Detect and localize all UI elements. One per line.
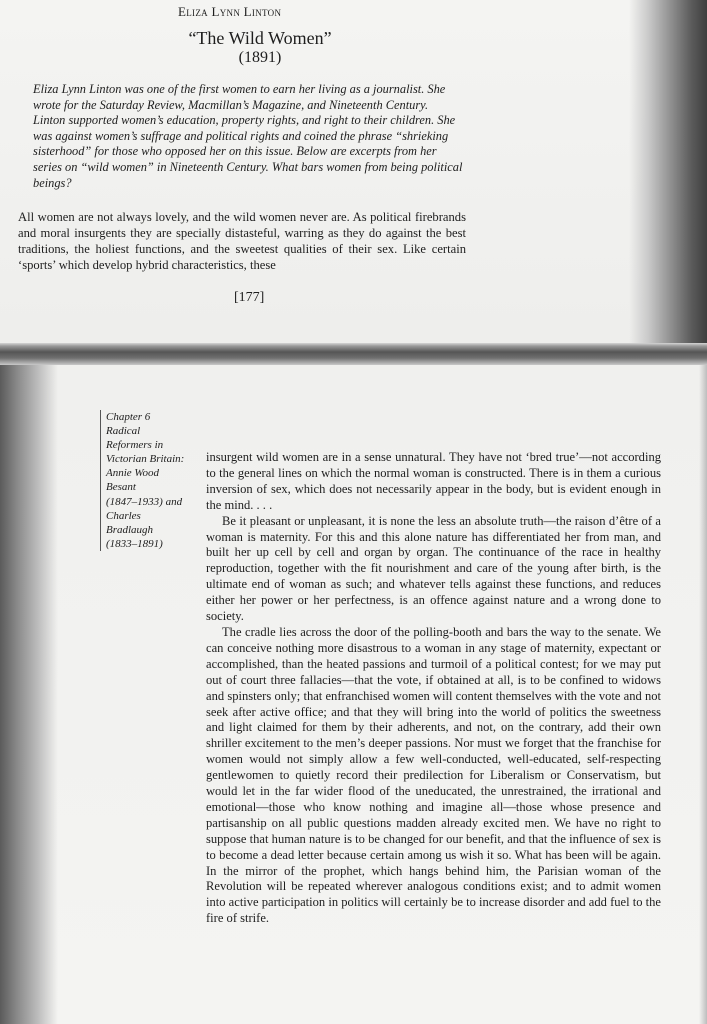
- top-page: [0, 0, 707, 343]
- intro-paragraph: Eliza Lynn Linton was one of the first women to earn her living as a journalist. She wrote for the Saturday Review, Macmillan’s Magazine, and Nineteenth Century. Linton supported women’s education, property rights, and right to their children. She was against women’s suffrage and political rights and coined the phrase “shrieking sisterhood” for those who opposed her on this issue. Below are excerpts from her series on “wild women” in Nineteenth Century. What bars women from being political beings?: [33, 82, 463, 190]
- sidebar-line: Reformers in: [106, 439, 164, 452]
- sidebar-line: Besant: [106, 481, 136, 494]
- page-number: [177]: [234, 290, 265, 305]
- author-name: Eliza Lynn Linton: [178, 4, 282, 19]
- excerpt-paragraph: All women are not always lovely, and the wild women never are. As political firebrands and moral insurgents they are specially distasteful, warring as they do against the best traditions, the holiest functions, and the sweetest qualities of their sex. Like certain ‘sports’ which develop hybrid characteristics, these: [18, 210, 466, 273]
- body-paragraph: insurgent wild women are in a sense unnatural. They have not ‘bred true’—not according to the general lines on which the normal woman is constructed. There is in them a curious inversion of sex, which does not necessarily appear in the body, but is evident enough in the mind. . . .: [206, 450, 661, 512]
- bottom-page: [0, 365, 707, 1024]
- scan-divider: [0, 343, 707, 365]
- page-gutter-shadow: [0, 365, 58, 1024]
- sidebar-line: (1833–1891): [106, 537, 163, 550]
- body-text: [206, 450, 661, 927]
- sidebar-line: Bradlaugh: [106, 523, 154, 536]
- chapter-sidebar: [100, 410, 206, 551]
- sidebar-line: Annie Wood: [106, 467, 160, 480]
- sidebar-line: Chapter 6: [106, 411, 151, 423]
- body-paragraph: Be it pleasant or unpleasant, it is none the less an absolute truth—the raison d’être of a woman is maternity. For this and this alone nature has differentiated her from man, and built her up cell by cell and organ by organ. The continuance of the race in healthy reproduction, together with the fit nourishment and care of the young after birth, is the ultimate end of woman as such; and whatever tells against these functions, and reduces either her power or her perfectness, is an offence against nature and a wrong done to society.: [206, 513, 661, 624]
- page-edge-shadow: [699, 365, 707, 1024]
- page-gutter-shadow: [629, 0, 707, 343]
- sidebar-line: (1847–1933) and: [106, 495, 183, 508]
- sidebar-line: Radical: [106, 425, 141, 438]
- document-title: “The Wild Women”: [188, 28, 332, 48]
- document-year: (1891): [238, 49, 282, 66]
- sidebar-line: Victorian Britain:: [106, 453, 185, 466]
- sidebar-line: Charles: [106, 509, 141, 522]
- body-paragraph: The cradle lies across the door of the polling-booth and bars the way to the senate. We can conceive nothing more disastrous to a woman in any stage of maternity, expectant or accomplished, than the heated passions and turmoil of a political contest; for we may put out of court three fallacies—that the vote, if obtained at all, is to be confined to widows and spinsters only; that enfranchised women will content themselves with the vote and not seek after active office; and that they will bring into the world of politics the sweetness and light claimed for them by their adherents, and not, on the contrary, add their own shriller excitement to the men’s deeper passions. Nor must we forget that the franchise for women would not simply allow a few well-conducted, well-educated, self-respecting gentlewomen to quietly record their predilection for Liberalism or Conservatism, but would let in the far wider flood of the uneducated, the unrestrained, the irrational and emotional—those who know nothing and imagine all—those whose presence and partisanship on all public questions madden already excited men. We have no right to suppose that human nature is to be changed for our benefit, and that the influence of sex is to become a dead letter because certain among us wish it so. What has been will be again. In the mirror of the prophet, which hangs behind him, the Parisian woman of the Revolution will be repeated wherever analogous conditions exist; and to admit women into active participation in politics will certainly be to increase disorder and add fuel to the fire of strife.: [206, 624, 661, 926]
